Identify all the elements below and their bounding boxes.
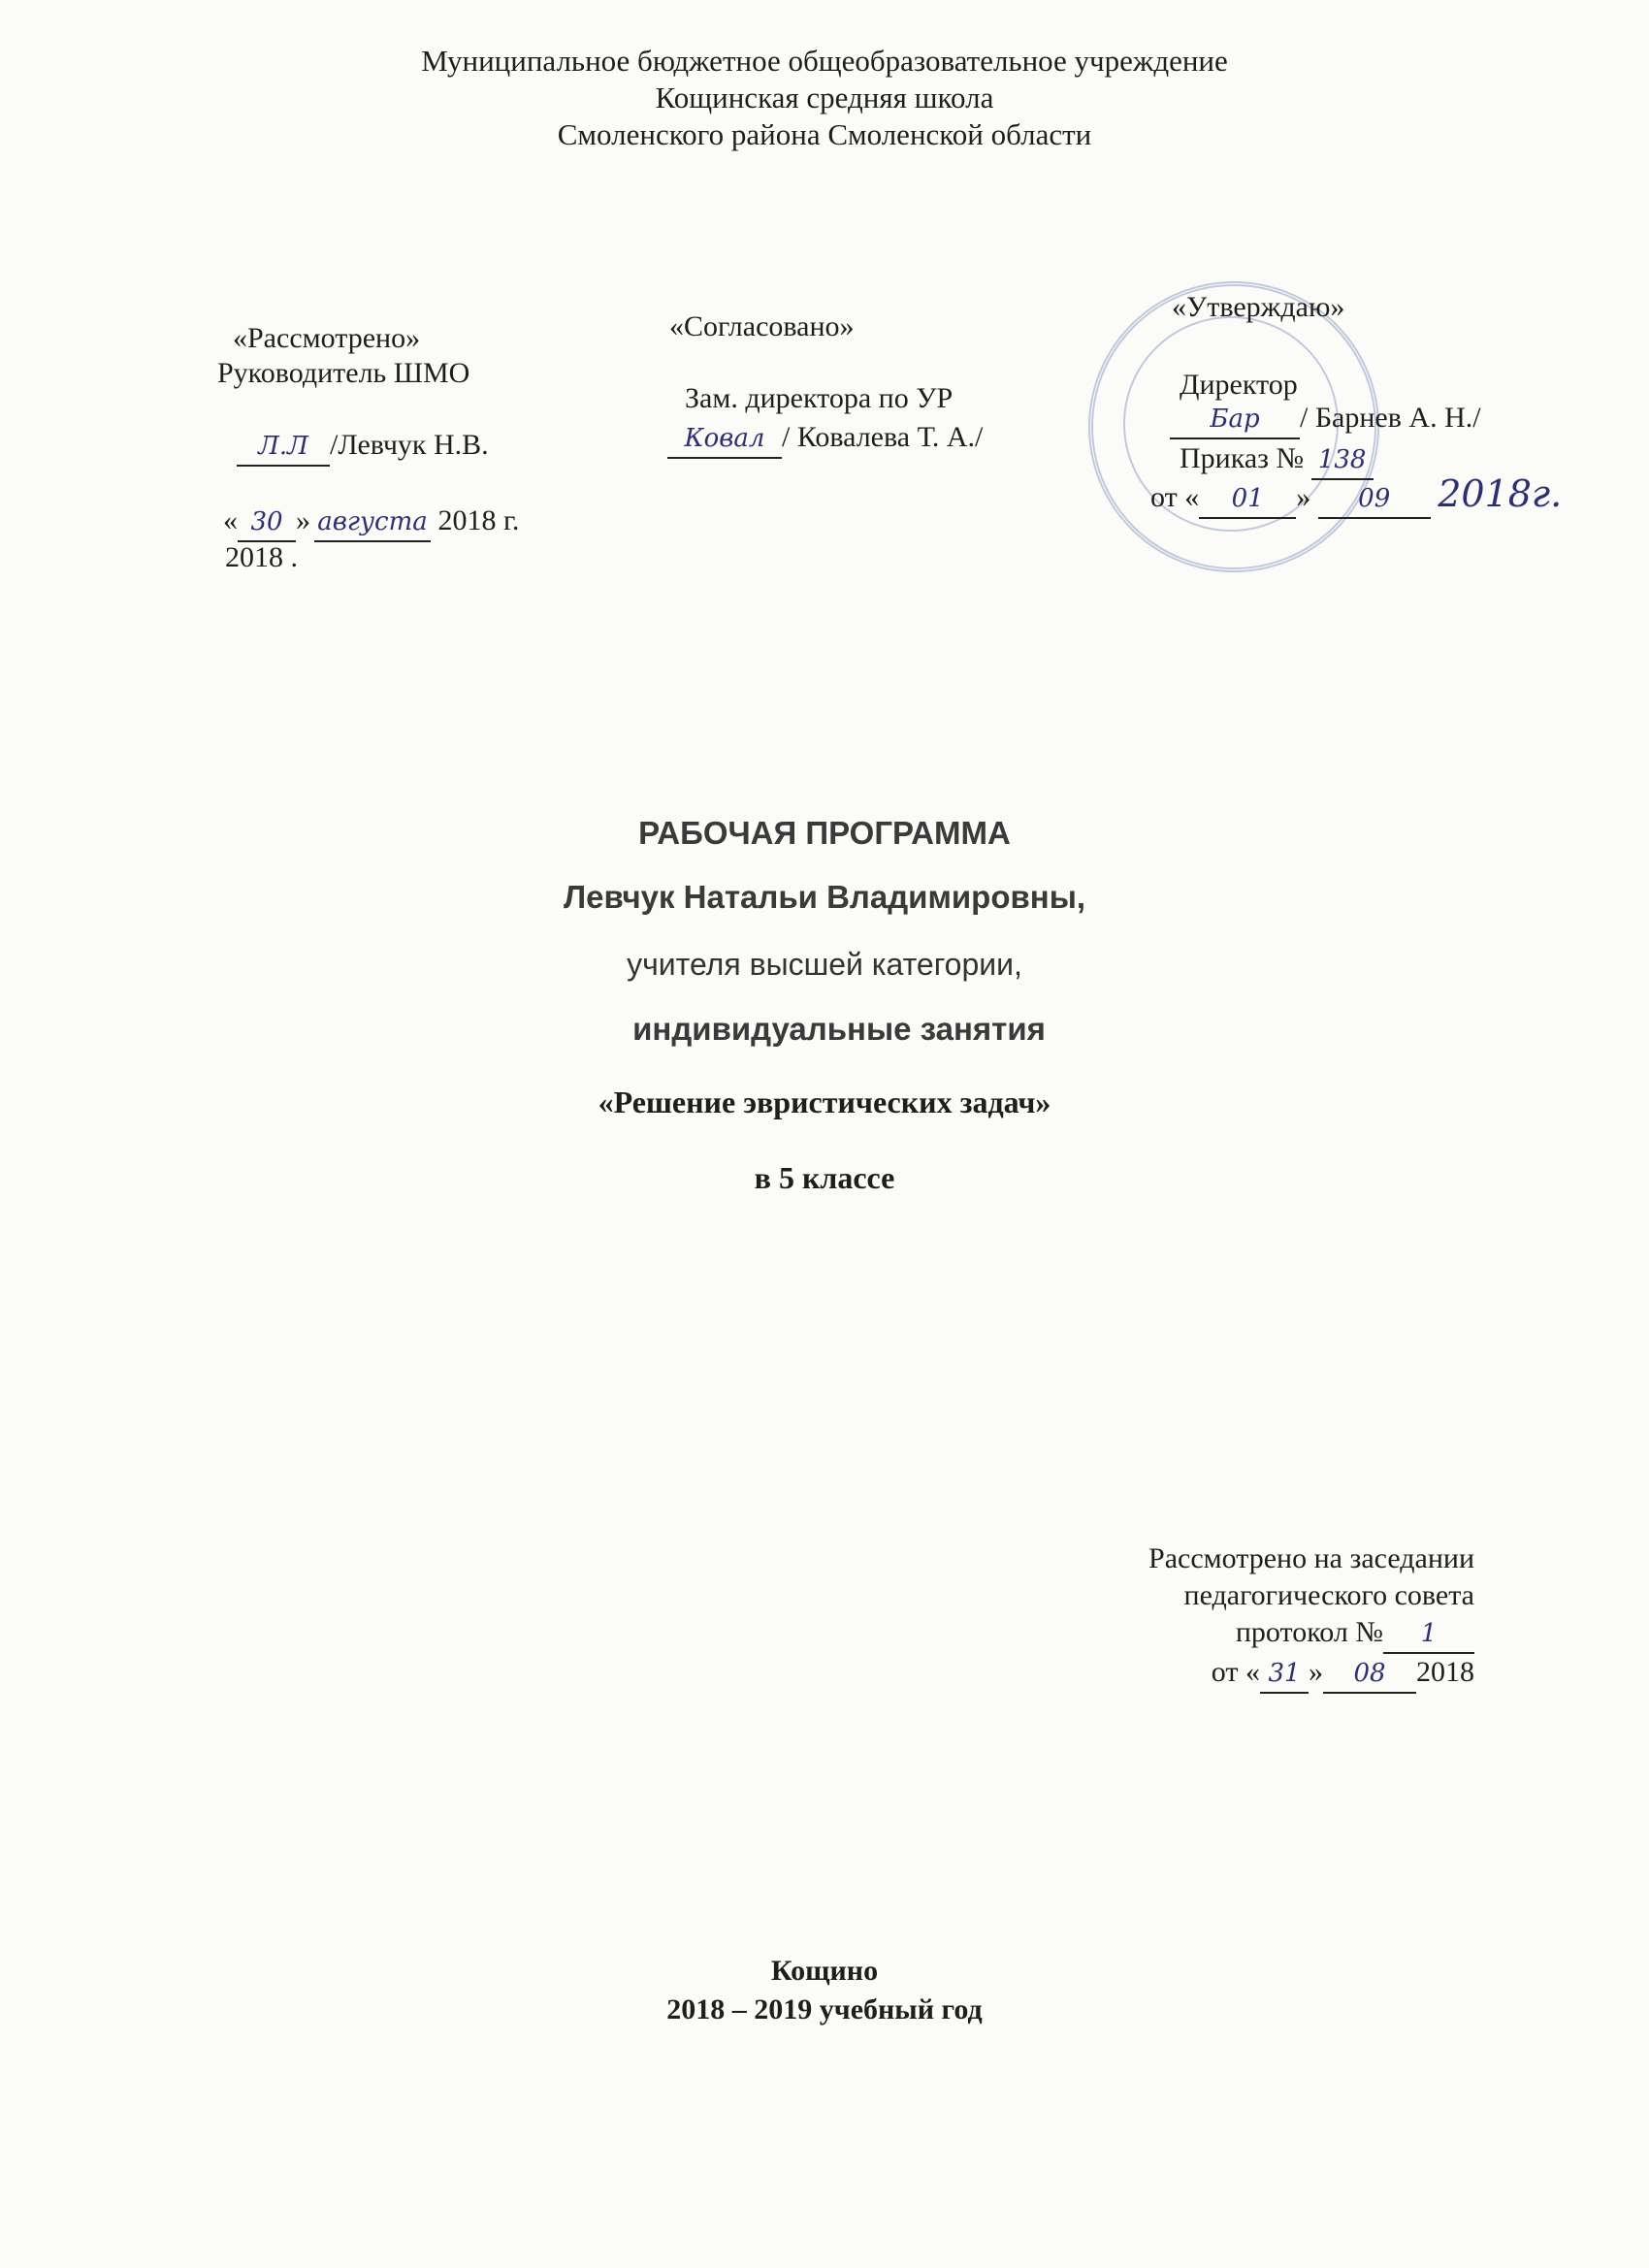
agreed-signature-line	[667, 419, 983, 459]
footer-city: Кощино	[770, 1955, 879, 1987]
council-block	[1148, 1540, 1474, 1694]
council-date-month: 08	[1323, 1655, 1416, 1694]
considered-signature: Л.Л	[237, 428, 330, 467]
approved-name: / Барнев А. Н./	[1300, 402, 1481, 434]
footer	[0, 1952, 1649, 2029]
council-protocol	[1148, 1614, 1474, 1654]
program-course: «Решение эвристических задач»	[598, 1085, 1051, 1119]
council-line-1: Рассмотрено на заседании	[1148, 1542, 1474, 1574]
council-protocol-number: 1	[1383, 1615, 1474, 1654]
approved-order-label: Приказ №	[1180, 442, 1305, 474]
council-line-2: педагогического совета	[1183, 1579, 1474, 1611]
program-author: Левчук Натальи Владимировны,	[563, 879, 1086, 915]
agreed-name: / Ковалева Т. А./	[782, 421, 984, 453]
approved-date-day: 01	[1199, 480, 1296, 519]
considered-role: Руководитель ШМО	[217, 357, 470, 389]
program-type: индивидуальные занятия	[632, 1011, 1046, 1047]
school-header	[0, 43, 1649, 153]
header-line-3: Смоленского района Смоленской области	[557, 117, 1092, 151]
council-date: от « 31 » 08 2018	[1148, 1654, 1474, 1694]
program-position: учителя высшей категории,	[627, 947, 1022, 982]
considered-name: /Левчук Н.В.	[330, 429, 489, 461]
approved-order	[1180, 440, 1374, 480]
approved-title: «Утверждаю»	[1172, 291, 1345, 323]
considered-date-month: августа	[314, 503, 431, 542]
considered-title: «Рассмотрено»	[233, 322, 421, 354]
approved-date: от « 01 » 09 2018г.	[1150, 475, 1562, 519]
program-grade: в 5 классе	[754, 1160, 895, 1195]
council-protocol-label: протокол №	[1235, 1616, 1383, 1648]
approved-date-year: 2018г.	[1438, 472, 1563, 515]
considered-date: « 30 » августа 2018 г.	[223, 502, 519, 542]
considered-date-day: 30	[238, 503, 296, 542]
footer-year: 2018 – 2019 учебный год	[666, 1993, 983, 2025]
agreed-title: «Согласовано»	[669, 310, 855, 342]
header-line-2: Кощинская средняя школа	[655, 81, 994, 114]
considered-signature-line	[237, 427, 489, 467]
council-date-day: 31	[1260, 1655, 1309, 1694]
agreed-role: Зам. директора по УР	[685, 382, 954, 414]
council-date-year: 2018	[1416, 1656, 1474, 1688]
approved-date-month: 09	[1318, 480, 1431, 519]
considered-date-year: 2018 г.	[437, 504, 520, 536]
program-title: РАБОЧАЯ ПРОГРАММА	[638, 815, 1011, 851]
approved-order-number: 138	[1311, 441, 1374, 480]
approved-role: Директор	[1180, 369, 1298, 401]
considered-date-extra: 2018 .	[225, 541, 298, 573]
agreed-signature: Ковал	[667, 420, 782, 459]
approved-signature-line	[1170, 400, 1481, 439]
header-line-1: Муниципальное бюджетное общеобразовательное учреждение	[421, 44, 1228, 78]
approved-signature: Бар	[1170, 401, 1300, 439]
